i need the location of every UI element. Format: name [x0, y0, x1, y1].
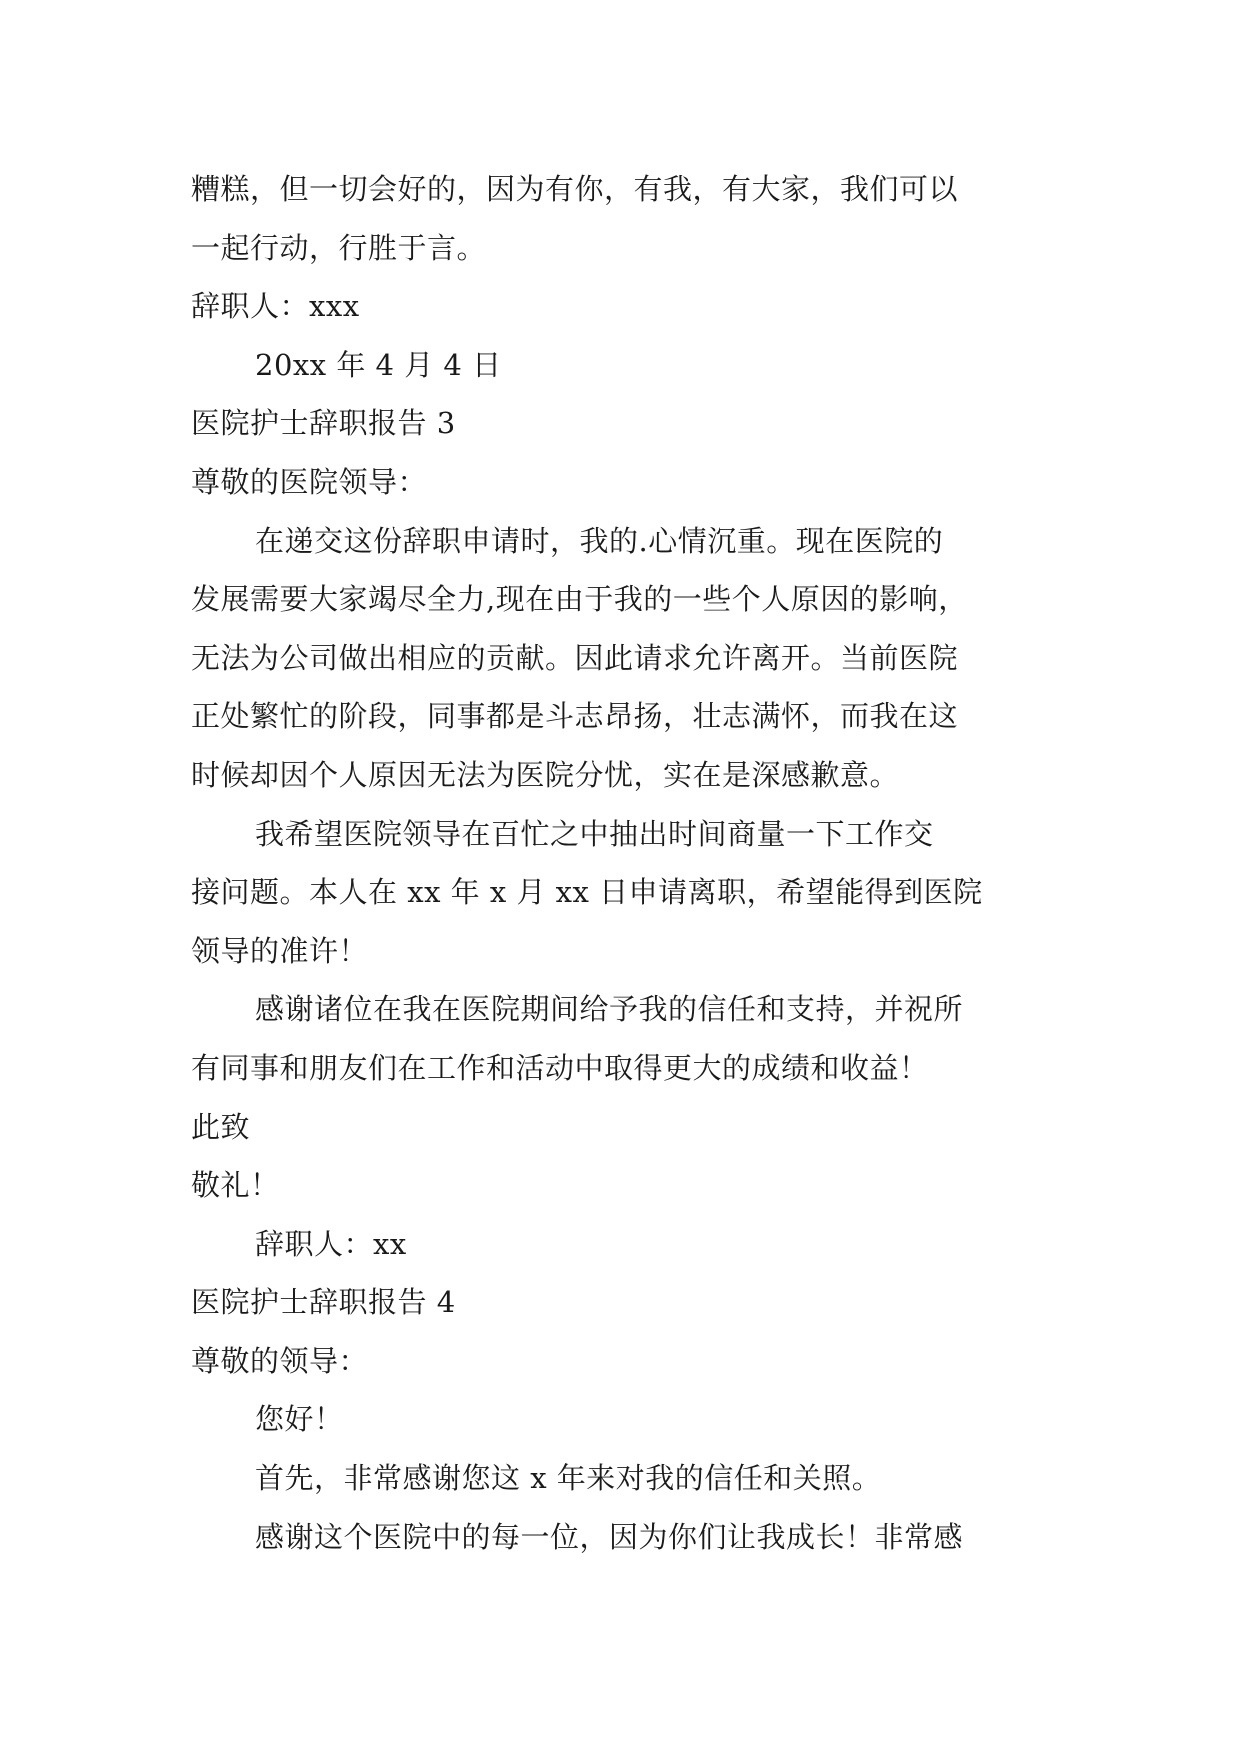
- paragraph-line: 接问题。本人在 xx 年 x 月 xx 日申请离职，希望能得到医院: [191, 875, 983, 910]
- section-title: 医院护士辞职报告 4: [191, 1285, 456, 1320]
- paragraph-line: 发展需要大家竭尽全力,现在由于我的一些个人原因的影响，: [191, 582, 968, 617]
- paragraph-line: 正处繁忙的阶段，同事都是斗志昂扬，壮志满怀，而我在这: [191, 699, 959, 734]
- salutation: 尊敬的领导：: [191, 1343, 369, 1378]
- body-line: 一起行动，行胜于言。: [191, 230, 487, 265]
- paragraph-line: 感谢这个医院中的每一位，因为你们让我成长！非常感: [255, 1519, 964, 1554]
- resigner-signature: 辞职人：xx: [255, 1226, 407, 1261]
- paragraph-line: 在递交这份辞职申请时，我的.心情沉重。现在医院的: [255, 523, 944, 558]
- paragraph-line: 首先，非常感谢您这 x 年来对我的信任和关照。: [255, 1461, 882, 1496]
- paragraph-line: 时候却因个人原因无法为医院分忧，实在是深感歉意。: [191, 757, 900, 792]
- salutation: 尊敬的医院领导：: [191, 464, 428, 499]
- section-title: 医院护士辞职报告 3: [191, 406, 456, 441]
- greeting-line: 您好！: [255, 1402, 344, 1437]
- body-line: 糟糕，但一切会好的，因为有你，有我，有大家，我们可以: [191, 172, 959, 206]
- closing-line: 敬礼！: [191, 1168, 280, 1203]
- date-line: 20xx 年 4 月 4 日: [255, 347, 502, 382]
- paragraph-line: 我希望医院领导在百忙之中抽出时间商量一下工作交: [255, 816, 934, 851]
- document-body: [191, 160, 1053, 1566]
- closing-line: 此致: [191, 1109, 251, 1144]
- paragraph-line: 无法为公司做出相应的贡献。因此请求允许离开。当前医院: [191, 640, 959, 675]
- paragraph-line: 有同事和朋友们在工作和活动中取得更大的成绩和收益！: [191, 1050, 929, 1085]
- paragraph-line: 感谢诸位在我在医院期间给予我的信任和支持，并祝所: [255, 992, 964, 1027]
- paragraph-line: 领导的准许！: [191, 933, 369, 968]
- resigner-signature: 辞职人：xxx: [191, 289, 360, 324]
